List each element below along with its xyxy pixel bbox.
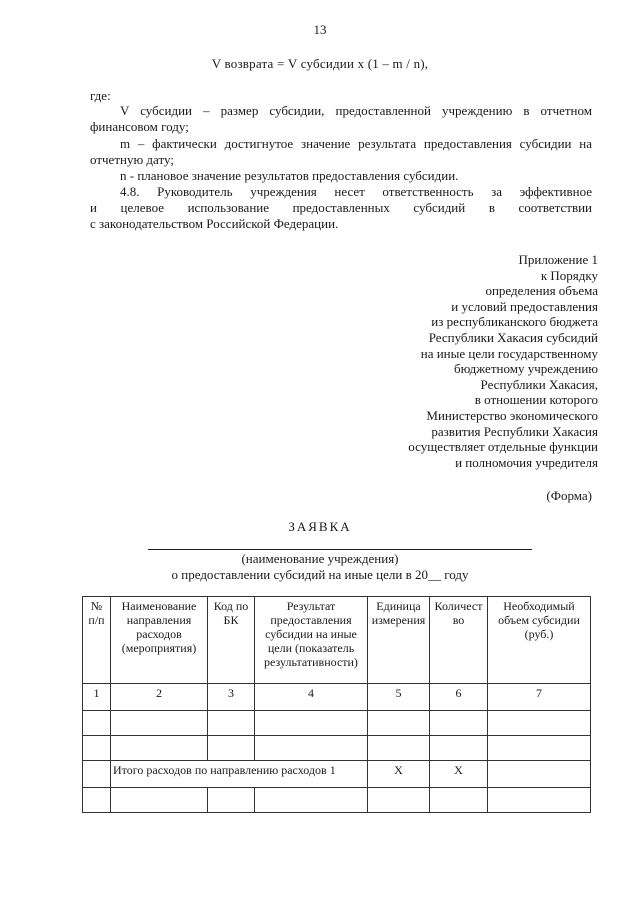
table-cell bbox=[255, 736, 368, 761]
institution-caption: (наименование учреждения) bbox=[241, 551, 399, 566]
table-cell bbox=[488, 711, 591, 736]
table-cell bbox=[111, 788, 208, 813]
table-row bbox=[83, 711, 591, 736]
appendix-line: к Порядку bbox=[540, 267, 598, 283]
table-cell bbox=[430, 736, 488, 761]
table-cell bbox=[83, 736, 111, 761]
header-result: Результат предоставления субсидии на иные цели (показатель результативности) bbox=[255, 597, 368, 684]
appendix-line: развития Республики Хакасия bbox=[431, 423, 598, 439]
column-number: 4 bbox=[255, 684, 368, 711]
column-number: 5 bbox=[368, 684, 430, 711]
appendix-line: Министерство экономического bbox=[426, 407, 598, 423]
header-bk-code: Код по БК bbox=[208, 597, 255, 684]
appendix-line: из республиканского бюджета bbox=[431, 314, 598, 330]
subsidy-table bbox=[82, 596, 591, 813]
column-number: 1 bbox=[83, 684, 111, 711]
total-quantity: X bbox=[430, 761, 488, 788]
table-cell bbox=[368, 736, 430, 761]
appendix-line: Республики Хакасия, bbox=[480, 376, 598, 392]
form-label: (Форма) bbox=[546, 488, 592, 503]
application-title: ЗАЯВКА bbox=[288, 519, 352, 534]
table-cell bbox=[430, 788, 488, 813]
appendix-line: и условий предоставления bbox=[451, 298, 598, 314]
appendix-block bbox=[408, 252, 598, 470]
total-label: Итого расходов по направлению расходов 1 bbox=[111, 761, 368, 788]
header-quantity: Количест во bbox=[430, 597, 488, 684]
table-cell bbox=[255, 788, 368, 813]
v-definition: V субсидии – размер субсидии, предоставленной учреждению в отчетном финансовом году; bbox=[90, 103, 592, 134]
table-cell bbox=[83, 711, 111, 736]
clause-4-8-line-3: с законодательством Российской Федерации. bbox=[90, 216, 339, 231]
table-row bbox=[83, 736, 591, 761]
header-subsidy-amount: Необходимый объем субсидии (руб.) bbox=[488, 597, 591, 684]
application-subject: о предоставлении субсидий на иные цели в 20__ году bbox=[171, 567, 469, 582]
appendix-line: и полномочия учредителя bbox=[455, 454, 598, 470]
table-cell bbox=[255, 711, 368, 736]
m-definition: m – фактически достигнутое значение результата предоставления субсидии на отчетную дату; bbox=[90, 136, 592, 167]
column-number: 7 bbox=[488, 684, 591, 711]
column-number: 2 bbox=[111, 684, 208, 711]
table-cell bbox=[208, 736, 255, 761]
table-cell bbox=[208, 788, 255, 813]
where-label: где: bbox=[90, 88, 111, 103]
clause-4-8-line-2: и целевое использование предоставленных субсидий в соответствии bbox=[90, 200, 592, 215]
header-number: № п/п bbox=[83, 597, 111, 684]
table-row bbox=[83, 684, 591, 711]
appendix-line: осуществляет отдельные функции bbox=[408, 439, 598, 455]
table-cell bbox=[111, 711, 208, 736]
table-cell bbox=[488, 761, 591, 788]
table-cell bbox=[111, 736, 208, 761]
refund-formula: V возврата = V субсидии х (1 – m / n), bbox=[211, 56, 429, 71]
table-cell bbox=[430, 711, 488, 736]
table-cell bbox=[208, 711, 255, 736]
total-unit: X bbox=[368, 761, 430, 788]
page-number: 13 bbox=[313, 22, 327, 37]
appendix-line: Приложение 1 bbox=[518, 252, 598, 267]
table-cell bbox=[83, 761, 111, 788]
appendix-line: бюджетному учреждению bbox=[453, 361, 598, 377]
header-unit: Единица измерения bbox=[368, 597, 430, 684]
appendix-line: определения объема bbox=[485, 283, 598, 299]
institution-name-line bbox=[148, 549, 532, 550]
table-cell bbox=[488, 736, 591, 761]
table-cell bbox=[83, 788, 111, 813]
table-row-total bbox=[83, 761, 591, 788]
appendix-line: в отношении которого bbox=[474, 392, 598, 408]
clause-4-8-line-1: 4.8. Руководитель учреждения несет ответственность за эффективное bbox=[120, 184, 592, 199]
table-cell bbox=[368, 711, 430, 736]
n-definition: n - плановое значение результатов предоставления субсидии. bbox=[120, 168, 459, 183]
appendix-line: Республики Хакасия субсидий bbox=[428, 329, 598, 345]
column-number: 6 bbox=[430, 684, 488, 711]
table-cell bbox=[368, 788, 430, 813]
header-direction: Наименование направления расходов (мероприятия) bbox=[111, 597, 208, 684]
table-cell bbox=[488, 788, 591, 813]
appendix-line: на иные цели государственному bbox=[420, 345, 598, 361]
column-number: 3 bbox=[208, 684, 255, 711]
table-row bbox=[83, 788, 591, 813]
